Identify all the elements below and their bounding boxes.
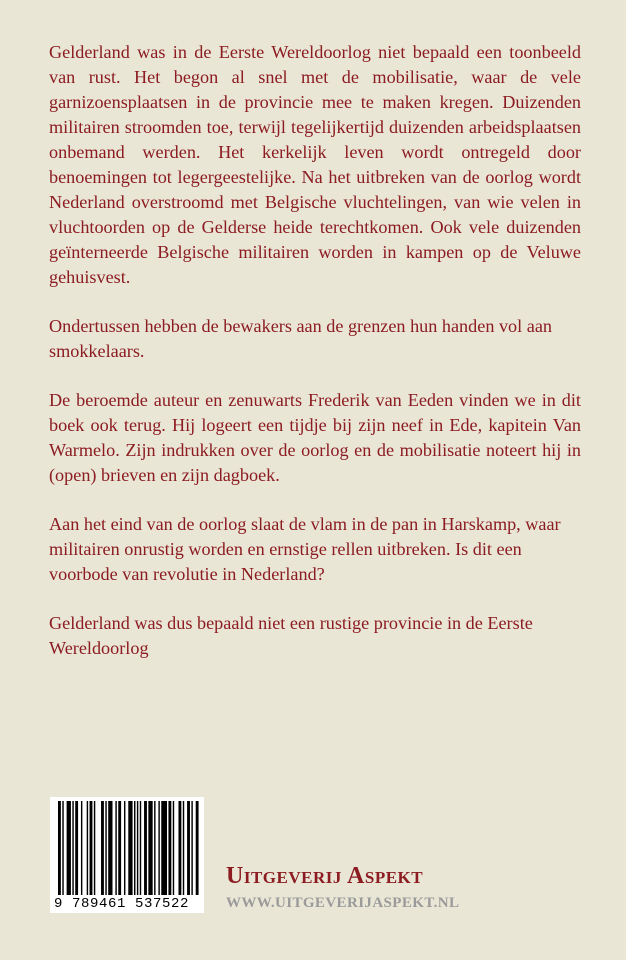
- barcode-bar: [191, 801, 192, 895]
- barcode-bar: [158, 801, 159, 895]
- blurb-paragraph-4: Aan het eind van de oorlog slaat de vlam in de pan in Harskamp, waar militairen onrustig worden en ernstige rellen uitbreken. Is dit een voorbode van revolutie in Nederland?: [49, 514, 561, 584]
- barcode-bar: [173, 801, 174, 895]
- barcode-bar: [105, 801, 106, 895]
- barcode-bar: [118, 801, 121, 895]
- barcode-bar: [183, 801, 184, 895]
- barcode-bar: [108, 801, 112, 895]
- blurb-paragraph-2: Ondertussen hebben de bewakers aan de grenzen hun handen vol aan smokkelaars.: [49, 316, 552, 361]
- barcode-bar: [75, 801, 78, 895]
- barcode-bar: [168, 801, 171, 895]
- barcode-bar: [81, 801, 82, 895]
- blurb-paragraph-1: Gelderland was in de Eerste Wereldoorlog niet bepaald een toonbeeld van rust. Het begon al snel met de mobilisatie, waar de vele garnizoensplaatsen in de provincie mee te maken kregen. Duizenden militairen stroomden toe, terwijl tegelijkertijd duizenden arbeidsplaatsen onbemand werden. Het kerkelijk leven wordt ontregeld door benoemingen tot legergeestelijke. Na het uitbreken van de oorlog wordt Nederland overstroomd met Belgische vluchtelingen, van wie velen in vluchtoorden op de Gelderse heide terechtkomen. Ook vele duizenden geïnterneerde Belgische militairen worden in kampen op de Veluwe gehuisvest.: [49, 42, 581, 287]
- barcode-bars: [58, 801, 200, 895]
- barcode-bar: [148, 801, 152, 895]
- blurb-paragraph-3: De beroemde auteur en zenuwarts Frederik van Eeden vinden we in dit boek ook terug. Hij logeert een tijdje bij zijn neef in Ede, kapitein Van Warmelo. Zijn indrukken over de oorlog en de mobilisatie noteert hij in (open) brieven en zijn dagboek.: [49, 390, 581, 485]
- isbn-barcode: [50, 797, 204, 913]
- blurb-paragraph-5: Gelderland was dus bepaald niet een rustige provincie in de Eerste Wereldoorlog: [49, 613, 533, 658]
- isbn-digits: 9 789461 537522: [54, 896, 190, 912]
- barcode-bar: [128, 801, 132, 895]
- barcode-bar: [72, 801, 73, 895]
- barcode-bar: [58, 801, 61, 895]
- barcode-bar: [187, 801, 190, 895]
- barcode-bar: [94, 801, 95, 895]
- publisher-url[interactable]: WWW.UITGEVERIJASPEKT.NL: [226, 895, 460, 911]
- barcode-bar: [101, 801, 104, 895]
- barcode-bar: [115, 801, 116, 895]
- barcode-bar: [178, 801, 181, 895]
- barcode-bar: [144, 801, 147, 895]
- barcode-bar: [124, 801, 125, 895]
- barcode-bar: [137, 801, 138, 895]
- barcode-bar: [87, 801, 88, 895]
- barcode-bar: [62, 801, 63, 895]
- barcode-bar: [154, 801, 155, 895]
- barcode-bar: [140, 801, 141, 895]
- publisher-block: [226, 862, 526, 912]
- barcode-bar: [134, 801, 135, 895]
- barcode-bar: [90, 801, 93, 895]
- barcode-bar: [67, 801, 71, 895]
- blurb-text: [49, 40, 581, 685]
- publisher-name: Uitgeverij Aspekt: [226, 863, 424, 889]
- barcode-bar: [161, 801, 167, 895]
- barcode-bar: [196, 801, 199, 895]
